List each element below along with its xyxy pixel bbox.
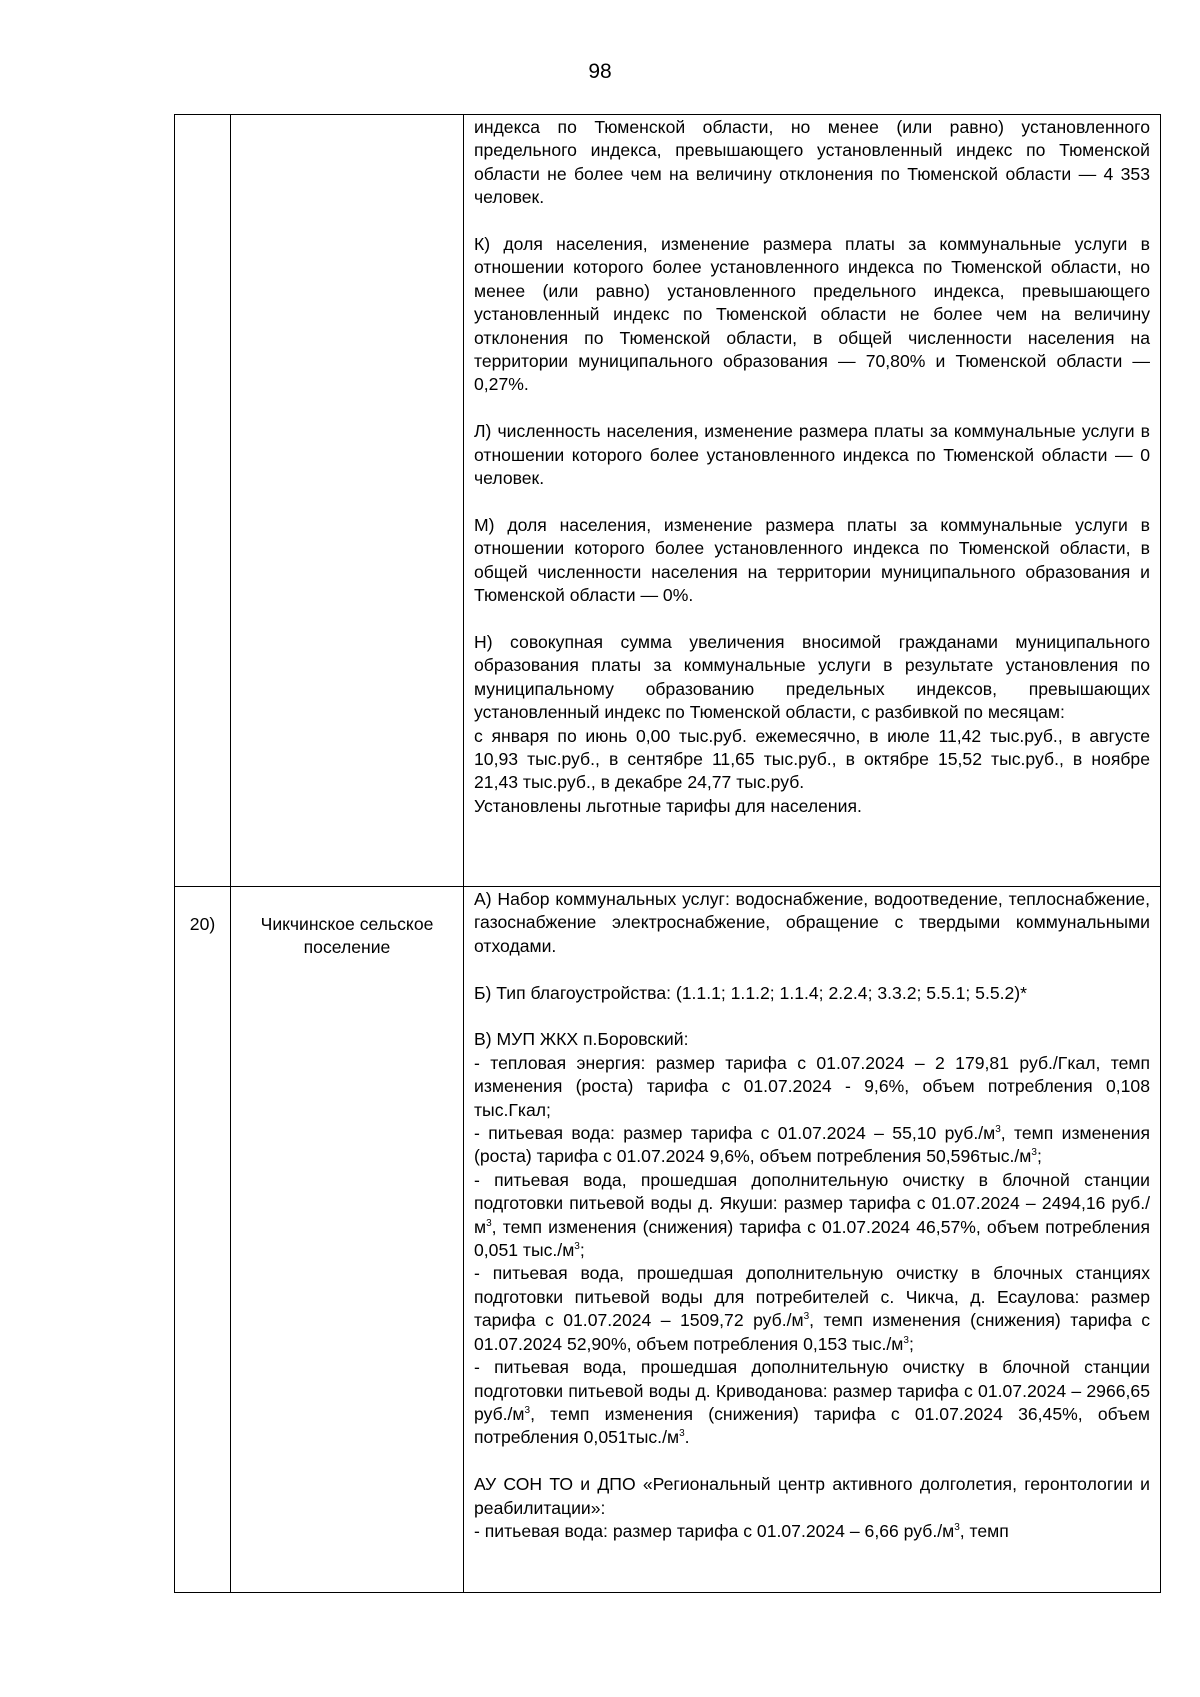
supplier-title: В) МУП ЖКХ п.Боровский: xyxy=(474,1029,689,1050)
table-row-continued xyxy=(175,115,1161,887)
settlement-name-cell xyxy=(231,887,464,1593)
table-row-20 xyxy=(175,887,1161,1593)
supplier-au-title: АУ СОН ТО и ДПО «Региональный центр активного долголетия, геронтологии и реабилитации»: xyxy=(474,1474,1150,1518)
preferential-tariffs-note: Установлены льготные тарифы для населения. xyxy=(474,795,862,816)
description-cell xyxy=(464,115,1161,887)
name-cell-empty xyxy=(231,115,464,887)
row-number: 20) xyxy=(189,914,216,934)
tariff-heat: - тепловая энергия: размер тарифа с 01.07.2024 – 2 179,81 руб./Гкал, темп изменения (роста) тарифа с 01.07.2024 - 9,6%, объем потребления 0,108 тыс.Гкал; xyxy=(474,1052,1150,1120)
tariff-water-2: - питьевая вода, прошедшая дополнительную очистку в блочной станции подготовки питьевой воды д. Якуши: размер тарифа с 01.07.2024 – 2494,16 $руб./м^3$, темп изменения (снижения) тарифа с 01.07.2024 46,57%, объем потребления 0,051 $тыс./м^3$; xyxy=(474,1169,1150,1261)
paragraph-b: Б) Тип благоустройства: (1.1.1; 1.1.2; 1.1.4; 2.2.4; 3.3.2; 5.5.1; 5.5.2)* xyxy=(474,982,1028,1003)
paragraph-a: А) Набор коммунальных услуг: водоснабжение, водоотведение, теплоснабжение, газоснабжение электроснабжение, обращение с твердыми коммунальными отходами. xyxy=(474,889,1150,956)
tariff-table xyxy=(174,114,1161,1593)
paragraph-m: М) доля населения, изменение размера платы за коммунальные услуги в отношении которого более установленного индекса по Тюменской области, в общей численности населения на территории муниципального образования и Тюменской области — 0%. xyxy=(474,514,1150,606)
paragraph-continued: индекса по Тюменской области, но менее (или равно) установленного предельного индекса, превышающего установленный индекс по Тюменской области не более чем на величину отклонения по Тюменской области — 4 353 человек. xyxy=(474,117,1150,208)
settlement-name: Чикчинское сельское поселение xyxy=(260,914,434,958)
number-cell-empty xyxy=(175,115,231,887)
paragraph-n xyxy=(474,631,1150,818)
paragraph-au xyxy=(474,1473,1150,1543)
tariff-water-4: - питьевая вода, прошедшая дополнительную очистку в блочной станции подготовки питьевой воды д. Криводанова: размер тарифа с 01.07.2024 – 2966,65 $руб./м^3$, темп изменения (снижения) тарифа с 01.07.2024 36,45%, объем потребления $0,051тыс./м^3$. xyxy=(474,1357,1150,1448)
paragraph-v xyxy=(474,1028,1150,1449)
page-number: 98 xyxy=(588,60,612,83)
tariff-water-1: - питьевая вода: размер тарифа с 01.07.2024 – 55,10 $руб./м^3$, темп изменения (роста) тарифа с 01.07.2024 9,6%, объем потребления $50,596тыс./м^3$; xyxy=(474,1123,1151,1167)
monthly-breakdown: с января по июнь 0,00 тыс.руб. ежемесячно, в июле 11,42 тыс.руб., в августе 10,93 тыс.руб., в сентябре 11,65 тыс.руб., в октябре 15,52 тыс.руб., в ноябре 21,43 тыс.руб., в декабре 24,77 тыс.руб. xyxy=(474,725,1150,793)
paragraph-n-text: Н) совокупная сумма увеличения вносимой гражданами муниципального образования платы за коммунальные услуги в результате установления по муниципальному образованию предельных индексов, превышающих установленный индекс по Тюменской области, с разбивкой по месяцам: xyxy=(474,631,1150,723)
description-cell-20 xyxy=(464,887,1161,1593)
paragraph-l: Л) численность населения, изменение размера платы за коммунальные услуги в отношении которого более установленного индекса по Тюменской области — 0 человек. xyxy=(474,421,1150,489)
paragraph-k: К) доля населения, изменение размера платы за коммунальные услуги в отношении которого более установленного индекса по Тюменской области, но менее (или равно) установленного предельного индекса, превышающего установленный индекс по Тюменской области не более чем на величину отклонения по Тюменской области, в общей численности населения на территории муниципального образования — 70,80% и Тюменской области — 0,27%. xyxy=(474,234,1150,395)
row-number-cell xyxy=(175,887,231,1593)
tariff-water-3: - питьевая вода, прошедшая дополнительную очистку в блочных станциях подготовки питьевой воды для потребителей с. Чикча, д. Есаулова: размер тарифа с 01.07.2024 – 1509,72 $руб./м^3$, темп изменения (снижения) тарифа с 01.07.2024 52,90%, объем потребления 0,153 $тыс./м^3$; xyxy=(474,1263,1150,1354)
tariff-au-water: - питьевая вода: размер тарифа с 01.07.2024 – 6,66 $руб./м^3$, темп xyxy=(474,1520,1009,1541)
